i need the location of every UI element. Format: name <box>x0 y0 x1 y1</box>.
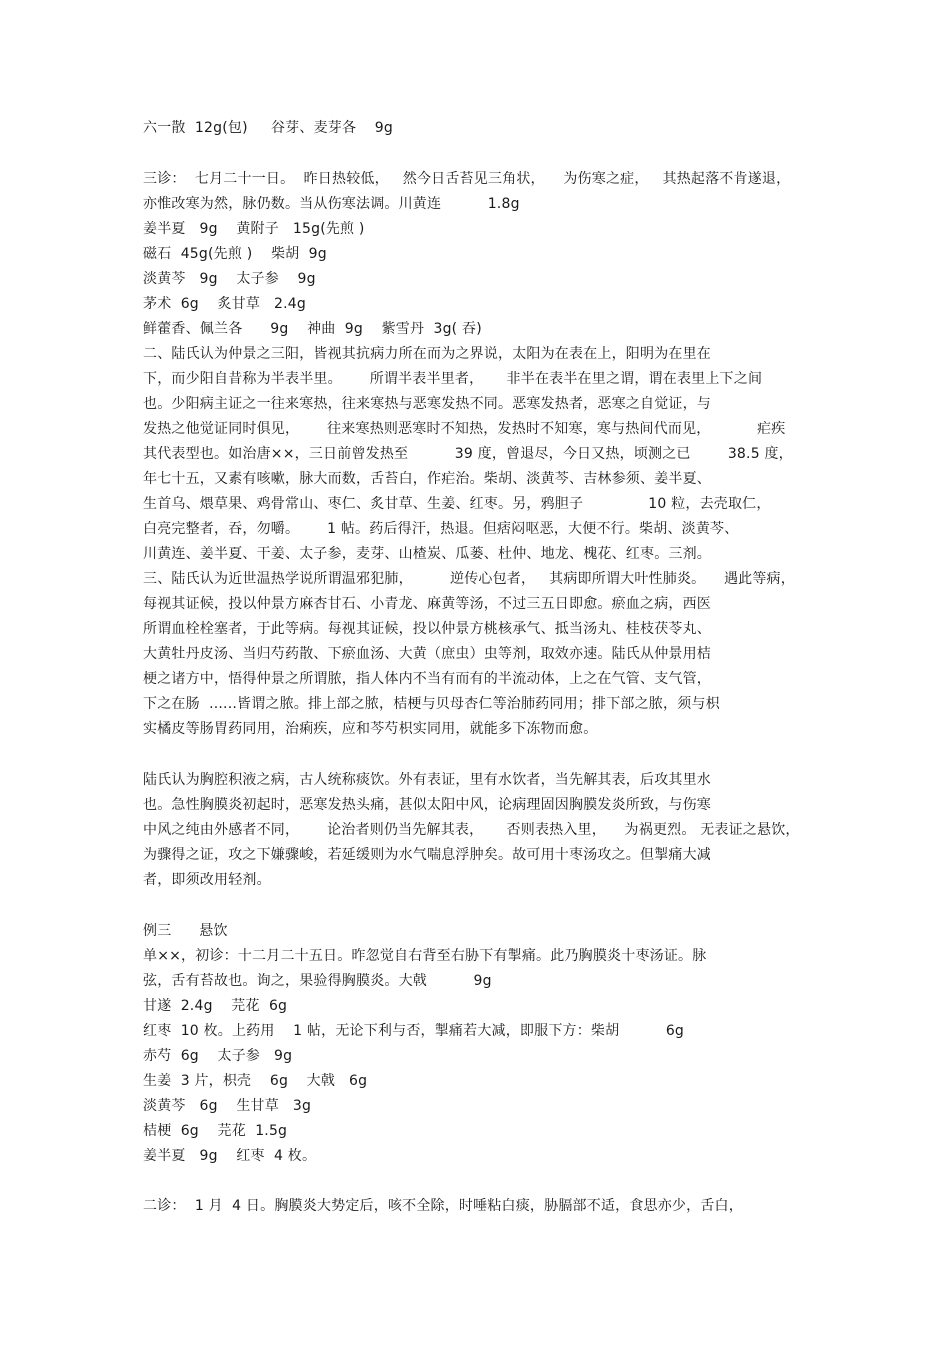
text-line: 二、陆氏认为仲景之三阳，皆视其抗病力所在而为之界说，太阳为在表在上，阳明为在里在 <box>143 346 711 362</box>
text-line: 大黄牡丹皮汤、当归芍药散、下瘀血汤、大黄（庶虫）虫等剂，取效亦速。陆氏从仲景用桔 <box>143 646 711 662</box>
text-line: 二诊： 1 月 4 日。胸膜炎大势定后，咳不全除，时唾粘白痰，胁膈部不适，食思亦少，舌白， <box>143 1198 743 1214</box>
text-line: 三诊： 七月二十一日。 昨日热较低， 然今日舌苔见三角状， 为伤寒之症， 其热起落不肯遂退， <box>143 171 791 187</box>
text-line: 赤芍 6g 太子参 9g <box>143 1048 293 1064</box>
text-line: 其代表型也。如治唐××，三日前曾发热至 39 度，曾退尽，今日又热，顷测之已 38.5 度， <box>143 446 793 462</box>
text-line: 陆氏认为胸腔积液之病，古人统称痰饮。外有表证，里有水饮者，当先解其表，后攻其里水 <box>143 772 711 788</box>
text-line: 为骤得之证，攻之下嫌骤峻，若延缓则为水气喘息浮肿矣。故可用十枣汤攻之。但掣痛大减 <box>143 847 711 863</box>
text-line: 者，即须改用轻剂。 <box>143 872 271 888</box>
text-line: 磁石 45g(先煎 ) 柴胡 9g <box>143 246 327 262</box>
text-line: 每视其证候，投以仲景方麻杏甘石、小青龙、麻黄等汤，不过三五日即愈。瘀血之病，西医 <box>143 596 711 612</box>
text-line: 甘遂 2.4g 芫花 6g <box>143 998 288 1014</box>
text-line: 六一散 12g(包) 谷芽、麦芽各 9g <box>143 120 393 136</box>
text-line: 生首乌、煨草果、鸡骨常山、枣仁、炙甘草、生姜、红枣。另，鸦胆子 10 粒，去壳取仁， <box>143 496 771 512</box>
text-line: 三、陆氏认为近世温热学说所谓温邪犯肺， 逆传心包者， 其病即所谓大叶性肺炎。 遇此等病， <box>143 571 795 587</box>
text-line: 梗之诸方中，悟得仲景之所谓脓，指人体内不当有而有的半流动体，上之在气管、支气管， <box>143 671 711 687</box>
text-line: 也。急性胸膜炎初起时，恶寒发热头痛，甚似太阳中风，论病理固因胸膜发炎所致，与伤寒 <box>143 797 711 813</box>
section-heading: 例三 悬饮 <box>143 923 228 939</box>
text-line: 下之在肠 ......皆谓之脓。排上部之脓，桔梗与贝母杏仁等治肺药同用；排下部之脓，须与枳 <box>143 696 720 712</box>
text-line: 实橘皮等肠胃药同用，治痢疾，应和芩芍枳实同用，就能多下冻物而愈。 <box>143 721 598 737</box>
text-line: 也。少阳病主证之一往来寒热，往来寒热与恶寒发热不同。恶寒发热者，恶寒之自觉证，与 <box>143 396 711 412</box>
text-line: 白亮完整者，吞，勿嚼。 1 帖。药后得汗，热退。但痞闷呕恶，大便不行。柴胡、淡黄芩、 <box>143 521 739 537</box>
text-line: 弦，舌有苔故也。询之，果验得胸膜炎。大戟 9g <box>143 973 492 989</box>
text-line: 下，而少阳自昔称为半表半里。 所谓半表半里者， 非半在表半在里之谓，谓在表里上下之间 <box>143 371 763 387</box>
text-line: 生姜 3 片，枳壳 6g 大戟 6g <box>143 1073 368 1089</box>
text-line: 年七十五，又素有咳嗽，脉大而数，舌苔白，作疟治。柴胡、淡黄芩、吉林参须、姜半夏、 <box>143 471 711 487</box>
text-line: 淡黄芩 9g 太子参 9g <box>143 271 316 287</box>
text-line: 姜半夏 9g 黄附子 15g(先煎 ) <box>143 221 365 237</box>
text-line: 所谓血栓栓塞者，于此等病。每视其证候，投以仲景方桃核承气、抵当汤丸、桂枝茯苓丸、 <box>143 621 711 637</box>
text-line: 中风之纯由外感者不同， 论治者则仍当先解其表， 否则表热入里， 为祸更烈。 无表证之悬饮， <box>143 822 800 838</box>
text-line: 亦惟改寒为然，脉仍数。当从伤寒法调。川黄连 1.8g <box>143 196 520 212</box>
text-line: 红枣 10 枚。上药用 1 帖，无论下利与否，掣痛若大减，即服下方：柴胡 6g <box>143 1023 685 1039</box>
text-line: 鲜藿香、佩兰各 9g 神曲 9g 紫雪丹 3g( 吞) <box>143 321 482 337</box>
text-line: 单××，初诊：十二月二十五日。昨忽觉自右背至右胁下有掣痛。此乃胸膜炎十枣汤证。脉 <box>143 948 707 964</box>
text-line: 茅术 6g 炙甘草 2.4g <box>143 296 306 312</box>
text-line: 姜半夏 9g 红枣 4 枚。 <box>143 1148 317 1164</box>
text-line: 发热之他觉证同时俱见， 往来寒热则恶寒时不知热，发热时不知寒，寒与热间代而见， 疟疾 <box>143 421 786 437</box>
text-line: 川黄连、姜半夏、干姜、太子参，麦芽、山楂炭、瓜蒌、杜仲、地龙、槐花、红枣。三剂。 <box>143 546 711 562</box>
text-line: 桔梗 6g 芫花 1.5g <box>143 1123 288 1139</box>
text-line: 淡黄芩 6g 生甘草 3g <box>143 1098 312 1114</box>
